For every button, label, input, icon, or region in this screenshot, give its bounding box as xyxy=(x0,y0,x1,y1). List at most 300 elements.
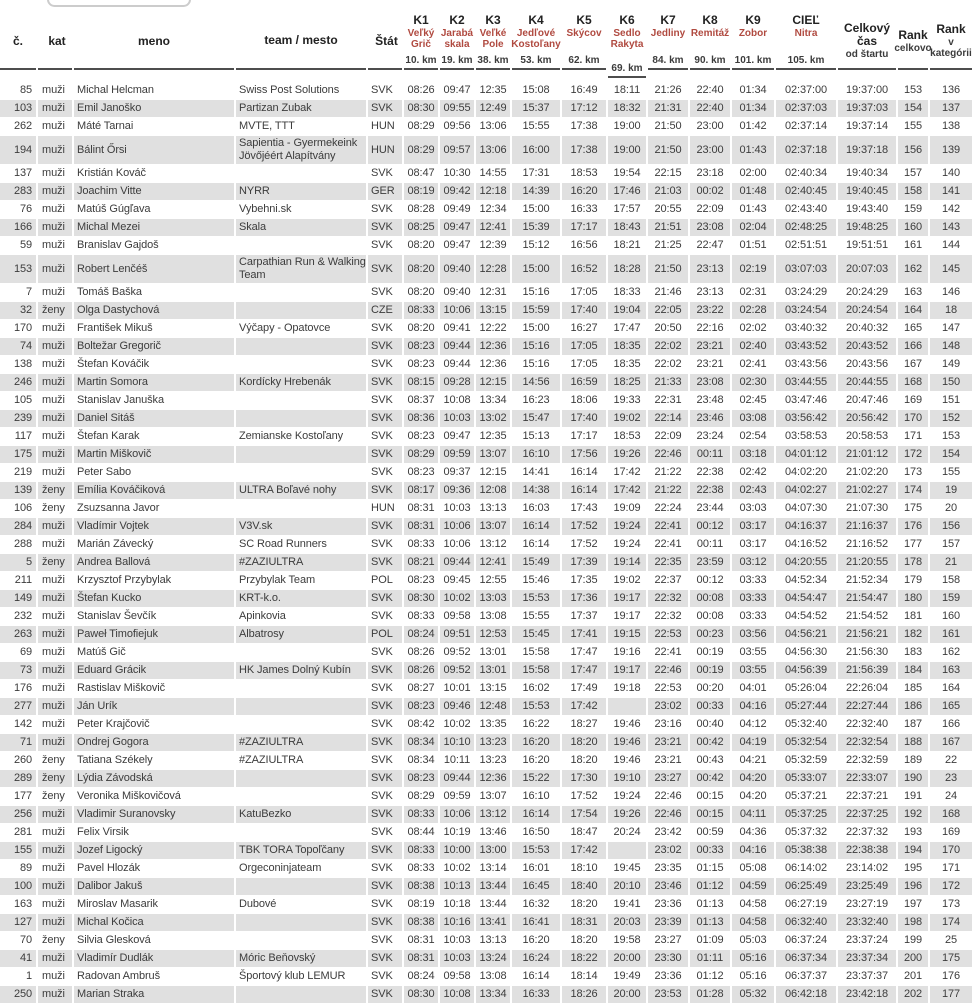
cell-kat: muži xyxy=(42,682,65,694)
table-row xyxy=(0,590,972,607)
cell-k7: 21:50 xyxy=(648,255,688,283)
cell-team xyxy=(236,446,366,463)
cell-rankcat: 167 xyxy=(930,734,972,751)
cell-k8: 01:15 xyxy=(696,862,724,874)
cell-rank: 184 xyxy=(898,662,928,679)
cell-kat: muži xyxy=(38,410,72,427)
cell-k9: 04:16 xyxy=(732,842,774,859)
cell-total: 23:37:37 xyxy=(845,970,889,982)
cell-k4: 16:20 xyxy=(522,934,550,946)
cell-stat: SVK xyxy=(368,100,402,117)
cell-total: 22:37:25 xyxy=(838,806,896,823)
cell-k8: 22:16 xyxy=(696,322,724,334)
cell-stat: SVK xyxy=(371,538,393,550)
cell-rankcat: 138 xyxy=(941,120,961,132)
cell-k1: 08:23 xyxy=(407,430,435,442)
cell-k5: 16:14 xyxy=(570,466,598,478)
cell-team: Carpathian Run & Walking Team xyxy=(236,255,366,283)
cell-meno: Martin Somora xyxy=(74,374,234,391)
cell-ciel: 03:56:42 xyxy=(776,410,836,427)
cell-k5: 18:31 xyxy=(562,914,606,931)
cell-k7: 23:36 xyxy=(654,898,682,910)
cell-k8: 01:12 xyxy=(696,970,724,982)
checkpoint-place: Jedliny xyxy=(650,28,686,39)
cell-k8: 23:59 xyxy=(690,554,730,571)
cell-k2: 10:08 xyxy=(443,394,471,406)
cell-rankcat: 23 xyxy=(930,770,972,787)
cell-k3: 13:12 xyxy=(476,806,510,823)
cell-rankcat: 149 xyxy=(941,358,961,370)
cell-rank: 189 xyxy=(903,754,923,766)
table-row xyxy=(0,716,972,733)
cell-k8: 23:13 xyxy=(690,255,730,283)
table-row xyxy=(0,428,972,445)
cell-k1: 08:23 xyxy=(407,358,435,370)
table-row xyxy=(0,752,972,769)
cell-bib: 219 xyxy=(13,466,32,478)
cell-total: 22:27:44 xyxy=(838,698,896,715)
cell-k6: 18:32 xyxy=(608,100,646,117)
cell-k7: 21:46 xyxy=(654,286,682,298)
cell-team: Przybylak Team xyxy=(239,574,316,586)
cell-k9: 01:43 xyxy=(739,203,767,215)
cell-k7: 22:02 xyxy=(654,358,682,370)
table-row xyxy=(0,662,972,679)
cell-k1: 08:38 xyxy=(404,914,438,931)
cell-k6: 17:57 xyxy=(613,203,641,215)
cell-k6: 19:41 xyxy=(613,898,641,910)
cell-stat: SVK xyxy=(368,590,402,607)
cell-bib: 211 xyxy=(14,574,32,586)
cell-k6: 19:09 xyxy=(613,502,641,514)
cell-k8: 00:08 xyxy=(696,610,724,622)
column-label: CIEĽ xyxy=(792,13,820,27)
cell-k4: 14:41 xyxy=(522,466,550,478)
checkpoint-place: Skýcov xyxy=(566,28,602,39)
cell-k9: 04:59 xyxy=(732,878,774,895)
cell-rank: 185 xyxy=(903,682,923,694)
cell-k3: 13:07 xyxy=(479,790,507,802)
cell-kat: muži xyxy=(38,590,72,607)
table-row xyxy=(0,536,972,553)
cell-k7: 23:02 xyxy=(648,698,688,715)
cell-ciel: 04:56:30 xyxy=(784,646,828,658)
cell-kat: muži xyxy=(38,518,72,535)
cell-team: Výčapy - Opatovce xyxy=(239,322,331,334)
cell-rank: 179 xyxy=(903,574,923,586)
cell-total: 21:56:21 xyxy=(838,626,896,643)
cell-k9: 03:03 xyxy=(739,502,767,514)
cell-k5: 17:37 xyxy=(570,610,598,622)
cell-team xyxy=(236,165,366,182)
cell-rankcat: 155 xyxy=(941,466,961,478)
cell-k7: 21:50 xyxy=(648,136,688,164)
cell-k4: 16:33 xyxy=(512,986,560,1003)
cell-bib: 256 xyxy=(0,806,36,823)
cell-meno: Andrea Ballová xyxy=(74,554,234,571)
cell-k3: 13:07 xyxy=(476,518,510,535)
cell-k1: 08:21 xyxy=(404,554,438,571)
cell-bib: 69 xyxy=(19,646,32,658)
cell-k5: 16:14 xyxy=(562,482,606,499)
cell-meno: Tomáš Baška xyxy=(77,286,142,298)
cell-k2: 09:47 xyxy=(443,84,471,96)
cell-k2: 10:10 xyxy=(440,734,474,751)
cell-rankcat: 170 xyxy=(930,842,972,859)
cell-k3: 13:06 xyxy=(476,136,510,164)
cell-ciel: 04:02:27 xyxy=(776,482,836,499)
cell-meno: Štefan Karak xyxy=(77,430,140,442)
cell-k5: 16:49 xyxy=(570,84,598,96)
cell-k5: 17:49 xyxy=(570,682,598,694)
cell-total: 22:32:59 xyxy=(845,754,889,766)
cell-k8: 23:46 xyxy=(690,410,730,427)
cell-kat: muži xyxy=(42,286,65,298)
cell-k9: 03:33 xyxy=(739,574,767,586)
cell-k2: 09:57 xyxy=(440,136,474,164)
cell-kat: ženy xyxy=(38,482,72,499)
checkpoint-distance: 10. km xyxy=(405,55,437,66)
column-header-stat xyxy=(368,12,402,70)
cell-meno: Marian Straka xyxy=(74,986,234,1003)
cell-k3: 12:15 xyxy=(476,374,510,391)
cell-k6: 19:16 xyxy=(613,646,641,658)
cell-bib: 232 xyxy=(13,610,32,622)
cell-k2: 09:44 xyxy=(440,554,474,571)
cell-kat: muži xyxy=(42,358,65,370)
table-row xyxy=(0,118,972,135)
cell-k1: 08:26 xyxy=(407,646,435,658)
table-body xyxy=(0,82,972,1003)
table-row xyxy=(0,183,972,200)
cell-k9: 04:21 xyxy=(739,754,767,766)
cell-k7: 22:46 xyxy=(648,446,688,463)
cell-total: 19:43:40 xyxy=(845,203,889,215)
cell-k6: 17:42 xyxy=(613,466,641,478)
cell-k4: 16:23 xyxy=(522,394,550,406)
table-row xyxy=(0,302,972,319)
cell-rank: 194 xyxy=(898,842,928,859)
cell-k1: 08:30 xyxy=(404,986,438,1003)
cell-k8: 00:42 xyxy=(690,770,730,787)
cell-k1: 08:33 xyxy=(407,862,435,874)
column-label: K4 xyxy=(528,13,544,27)
cell-stat: SVK xyxy=(368,734,402,751)
cell-k1: 08:33 xyxy=(404,302,438,319)
cell-total: 19:48:25 xyxy=(838,219,896,236)
cell-k7: 23:53 xyxy=(648,986,688,1003)
cell-meno: Zsuzsanna Javor xyxy=(77,502,160,514)
cell-stat: SVK xyxy=(368,878,402,895)
cell-k1: 08:15 xyxy=(404,374,438,391)
cell-rank: 201 xyxy=(903,970,923,982)
cell-team xyxy=(236,500,366,517)
table-row xyxy=(0,608,972,625)
cell-bib: 194 xyxy=(0,136,36,164)
cell-k7: 20:50 xyxy=(654,322,682,334)
checkpoint-distance: 53. km xyxy=(520,55,552,66)
cell-bib: 106 xyxy=(13,502,32,514)
cell-ciel: 06:37:24 xyxy=(784,934,828,946)
cell-k4: 16:41 xyxy=(512,914,560,931)
cell-team xyxy=(236,302,366,319)
cell-ciel: 05:37:25 xyxy=(776,806,836,823)
cell-k2: 09:37 xyxy=(443,466,471,478)
cell-k1: 08:37 xyxy=(407,394,435,406)
cell-meno: Dalibor Jakuš xyxy=(74,878,234,895)
table-row xyxy=(0,518,972,535)
cell-team: KRT-k.o. xyxy=(236,590,366,607)
cell-k4: 16:14 xyxy=(522,538,550,550)
cell-k5: 18:20 xyxy=(570,898,598,910)
cell-k6: 19:17 xyxy=(608,662,646,679)
cell-bib: 70 xyxy=(19,934,32,946)
column-header-k4 xyxy=(512,12,560,70)
cell-k7: 22:31 xyxy=(654,394,682,406)
cell-rankcat: 25 xyxy=(944,934,958,946)
cell-k4: 16:24 xyxy=(512,950,560,967)
cell-k2: 10:16 xyxy=(440,914,474,931)
cell-total: 22:32:40 xyxy=(845,718,889,730)
cell-meno: Felix Virsik xyxy=(77,826,129,838)
cell-kat: muži xyxy=(42,574,65,586)
cell-stat: HUN xyxy=(368,136,402,164)
cell-k1: 08:17 xyxy=(404,482,438,499)
cell-rank: 166 xyxy=(898,338,928,355)
cell-ciel: 03:40:32 xyxy=(784,322,828,334)
cell-k7: 22:24 xyxy=(654,502,682,514)
cell-total: 22:33:07 xyxy=(838,770,896,787)
cell-k4: 15:59 xyxy=(512,302,560,319)
cell-total: 21:16:37 xyxy=(838,518,896,535)
cell-k7: 23:21 xyxy=(654,754,682,766)
cell-rankcat: 175 xyxy=(930,950,972,967)
cell-stat: SVK xyxy=(371,862,393,874)
cell-team: Športový klub LEMUR xyxy=(239,970,346,982)
cell-team: Partizan Zubak xyxy=(236,100,366,117)
cell-k1: 08:29 xyxy=(404,136,438,164)
table-row xyxy=(0,410,972,427)
cell-rank: 198 xyxy=(898,914,928,931)
cell-k2: 10:06 xyxy=(443,538,471,550)
cell-stat: SVK xyxy=(368,842,402,859)
cell-team: Swiss Post Solutions xyxy=(239,84,340,96)
column-label: Rank xyxy=(898,27,928,42)
table-row xyxy=(0,446,972,463)
table-row xyxy=(0,572,972,589)
cell-k9: 03:55 xyxy=(739,646,767,658)
cell-stat: SVK xyxy=(368,219,402,236)
cell-ciel: 06:37:34 xyxy=(776,950,836,967)
cell-k2: 09:40 xyxy=(443,286,471,298)
cell-rank: 154 xyxy=(898,100,928,117)
cell-ciel: 06:27:19 xyxy=(784,898,828,910)
cell-k2: 09:28 xyxy=(440,374,474,391)
cell-kat: muži xyxy=(38,374,72,391)
table-row xyxy=(0,950,972,967)
cell-bib: 170 xyxy=(13,322,32,334)
cell-ciel: 04:56:21 xyxy=(776,626,836,643)
cell-rankcat: 19 xyxy=(930,482,972,499)
cell-k8: 23:21 xyxy=(696,358,724,370)
cell-k3: 13:35 xyxy=(479,718,507,730)
cell-k3: 12:22 xyxy=(479,322,507,334)
cell-k6: 18:35 xyxy=(613,358,641,370)
cell-ciel: 05:27:44 xyxy=(776,698,836,715)
cell-ciel: 05:37:32 xyxy=(784,826,828,838)
cell-k1: 08:31 xyxy=(404,518,438,535)
cell-rankcat: 165 xyxy=(930,698,972,715)
cell-kat: muži xyxy=(38,986,72,1003)
cell-rank: 197 xyxy=(903,898,923,910)
cell-bib: 117 xyxy=(14,430,32,442)
cell-rank: 153 xyxy=(903,84,923,96)
cell-k5: 18:47 xyxy=(570,826,598,838)
cell-meno: Branislav Gajdoš xyxy=(77,239,159,251)
cell-k9: 03:08 xyxy=(732,410,774,427)
cell-team xyxy=(236,410,366,427)
cell-k5: 17:42 xyxy=(562,698,606,715)
cell-kat: muži xyxy=(42,538,65,550)
cell-kat: muži xyxy=(42,610,65,622)
column-header-k8 xyxy=(690,12,730,70)
cell-stat: SVK xyxy=(368,374,402,391)
cell-rank: 155 xyxy=(903,120,923,132)
cell-bib: 100 xyxy=(0,878,36,895)
cell-rankcat: 158 xyxy=(941,574,961,586)
cell-k3: 13:08 xyxy=(479,970,507,982)
cell-rankcat: 159 xyxy=(930,590,972,607)
cell-meno: Krzysztof Przybylak xyxy=(77,574,172,586)
cell-ciel: 06:25:49 xyxy=(776,878,836,895)
cell-bib: 103 xyxy=(0,100,36,117)
cell-k7: 23:42 xyxy=(654,826,682,838)
cell-ciel: 04:54:52 xyxy=(784,610,828,622)
cell-k5: 17:39 xyxy=(562,554,606,571)
cell-k2: 09:42 xyxy=(440,183,474,200)
cell-rankcat: 141 xyxy=(930,183,972,200)
table-header xyxy=(0,12,972,78)
cell-team: ULTRA Boľavé nohy xyxy=(236,482,366,499)
cell-k5: 17:38 xyxy=(570,120,598,132)
cell-meno: Štefan Kucko xyxy=(74,590,234,607)
cell-total: 19:51:51 xyxy=(845,239,889,251)
cell-k1: 08:23 xyxy=(404,698,438,715)
cell-k7: 21:51 xyxy=(648,219,688,236)
cell-meno: Vladimir Suranovsky xyxy=(74,806,234,823)
cell-k7: 22:35 xyxy=(648,554,688,571)
cell-bib: 137 xyxy=(13,167,32,179)
cell-rank: 202 xyxy=(898,986,928,1003)
cell-bib: 175 xyxy=(0,446,36,463)
cell-k6: 18:21 xyxy=(613,239,641,251)
cell-k4: 14:56 xyxy=(512,374,560,391)
cell-k8: 01:13 xyxy=(690,914,730,931)
cell-k2: 10:06 xyxy=(440,518,474,535)
column-header-kat xyxy=(38,12,72,70)
cell-ciel: 03:24:29 xyxy=(784,286,828,298)
cell-k4: 16:10 xyxy=(512,446,560,463)
cell-k2: 09:51 xyxy=(440,626,474,643)
cell-stat: SVK xyxy=(368,518,402,535)
column-header-k7 xyxy=(648,12,688,70)
cell-k7: 22:53 xyxy=(648,626,688,643)
cell-rank: 188 xyxy=(898,734,928,751)
cell-k4: 16:02 xyxy=(522,682,550,694)
cell-k5: 16:52 xyxy=(562,255,606,283)
cell-ciel: 05:32:59 xyxy=(784,754,828,766)
cell-bib: 149 xyxy=(0,590,36,607)
table-row xyxy=(0,698,972,715)
cell-k4: 16:14 xyxy=(522,970,550,982)
cell-bib: 283 xyxy=(0,183,36,200)
cell-k8: 00:43 xyxy=(696,754,724,766)
cell-bib: 105 xyxy=(13,394,32,406)
cell-k5: 16:56 xyxy=(570,239,598,251)
table-row xyxy=(0,824,972,841)
checkpoint-distance: 19. km xyxy=(441,55,473,66)
cell-k4: 16:01 xyxy=(522,862,550,874)
cell-k4: 15:55 xyxy=(522,610,550,622)
cell-k6: 17:42 xyxy=(608,482,646,499)
cell-kat: ženy xyxy=(38,770,72,787)
cell-k4: 15:46 xyxy=(522,574,550,586)
cell-k4: 15:49 xyxy=(512,554,560,571)
cell-ciel: 02:37:18 xyxy=(776,136,836,164)
cell-kat: muži xyxy=(38,806,72,823)
cell-stat: SVK xyxy=(371,167,393,179)
cell-k7: 23:27 xyxy=(648,770,688,787)
checkpoint-place: Veľké Pole xyxy=(479,28,507,50)
cell-k1: 08:31 xyxy=(407,934,435,946)
cell-meno: Lýdia Závodská xyxy=(74,770,234,787)
checkpoint-distance: 101. km xyxy=(734,55,772,66)
cell-ciel: 02:51:51 xyxy=(784,239,828,251)
cell-k9: 01:34 xyxy=(739,84,767,96)
cell-k1: 08:44 xyxy=(407,826,435,838)
cell-k6 xyxy=(608,842,646,859)
cell-k7: 22:46 xyxy=(648,806,688,823)
cell-meno: Matúš Gič xyxy=(77,646,126,658)
cell-k7: 20:55 xyxy=(654,203,682,215)
cell-rankcat: 151 xyxy=(941,394,961,406)
cell-k9: 02:00 xyxy=(739,167,767,179)
cell-meno: Štefan Kováčik xyxy=(77,358,149,370)
cell-k8: 23:08 xyxy=(690,219,730,236)
table-row xyxy=(0,82,972,99)
cell-k5: 18:06 xyxy=(570,394,598,406)
cell-rank: 168 xyxy=(898,374,928,391)
cell-k7: 22:14 xyxy=(648,410,688,427)
cell-k4: 15:47 xyxy=(512,410,560,427)
cell-k1: 08:26 xyxy=(407,84,435,96)
cell-team xyxy=(236,464,366,481)
column-header-k9 xyxy=(732,12,774,70)
cell-total: 23:14:02 xyxy=(845,862,889,874)
cell-k9: 02:02 xyxy=(739,322,767,334)
cell-total: 23:27:19 xyxy=(845,898,889,910)
cell-k6: 17:47 xyxy=(613,322,641,334)
cell-total: 22:26:04 xyxy=(845,682,889,694)
cell-k7: 22:05 xyxy=(648,302,688,319)
cell-k1: 08:23 xyxy=(404,338,438,355)
cell-ciel: 03:24:54 xyxy=(776,302,836,319)
cell-rankcat: 166 xyxy=(941,718,961,730)
cell-k7: 23:02 xyxy=(648,842,688,859)
cell-k1: 08:42 xyxy=(407,718,435,730)
cell-k2: 10:01 xyxy=(443,682,471,694)
cell-total: 21:20:55 xyxy=(838,554,896,571)
